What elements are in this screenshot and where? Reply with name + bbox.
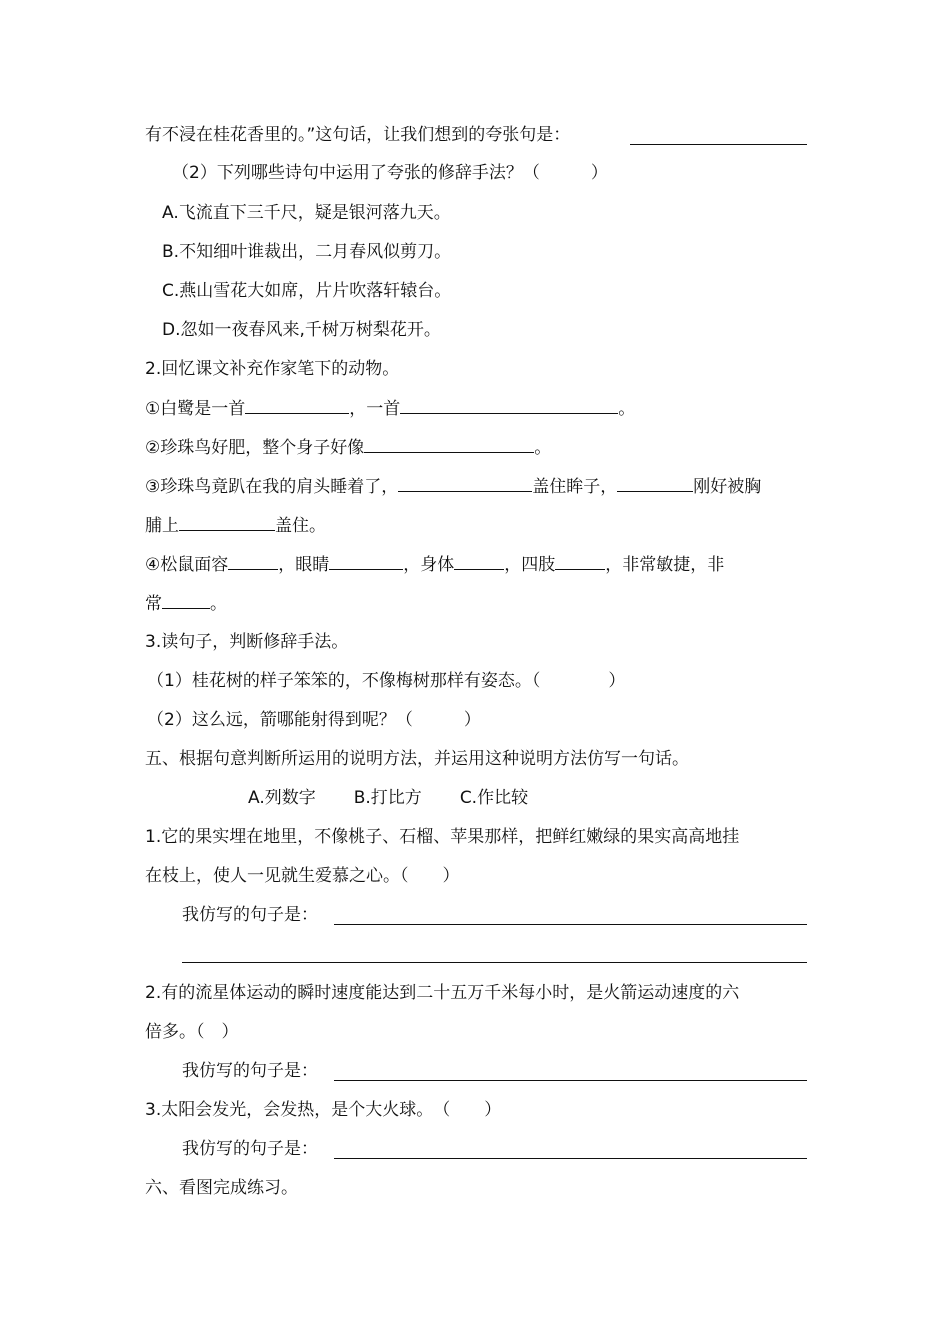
answer-blank[interactable] [617, 473, 693, 492]
q2-l2b: 。 [534, 438, 552, 458]
answer-blank[interactable] [179, 512, 275, 531]
q2-l5c: ，身体 [403, 555, 455, 575]
q3-sentence2: （2）这么远，箭哪能射得到呢？（ ） [147, 710, 481, 730]
imitate-answer-line[interactable] [334, 1158, 807, 1159]
imitate-label-3: 我仿写的句子是： [182, 1139, 318, 1159]
q2-l5b: ，眼睛 [278, 555, 330, 575]
answer-blank[interactable] [364, 434, 534, 453]
option-a: A.飞流直下三千尺，疑是银河落九天。 [162, 203, 451, 223]
imitate-label-1: 我仿写的句子是： [182, 905, 318, 925]
q2-l6a: 常 [145, 594, 162, 614]
q2-l1c: 。 [618, 399, 636, 419]
item1-line1: 1.它的果实埋在地里，不像桃子、石榴、苹果那样，把鲜红嫩绿的果实高高地挂 [145, 827, 740, 847]
item2-line1: 2.有的流星体运动的瞬时速度能达到二十五万千米每小时，是火箭运动速度的六 [145, 983, 740, 1003]
answer-blank[interactable] [400, 395, 618, 414]
option-d: D.忽如一夜春风来,千树万树梨花开。 [162, 320, 441, 340]
imitate-answer-line[interactable] [182, 962, 807, 963]
answer-blank[interactable] [162, 590, 210, 609]
choice-b: B.打比方 [353, 788, 422, 808]
q2-l5d: ，四肢 [504, 555, 556, 575]
q3-sentence1: （1）桂花树的样子笨笨的，不像梅树那样有姿态。（ ） [147, 671, 626, 691]
answer-blank[interactable] [245, 395, 349, 414]
choice-c: C.作比较 [459, 788, 529, 808]
answer-blank[interactable] [398, 473, 532, 492]
q2-l3b: 盖住眸子， [532, 477, 618, 497]
choice-a: A.列数字 [248, 788, 316, 808]
answer-blank[interactable] [630, 144, 807, 145]
option-b: B.不知细叶谁裁出，二月春风似剪刀。 [162, 242, 452, 262]
q2-l4a: 脯上 [145, 516, 179, 536]
q2-l5a: ④松鼠面容 [145, 555, 229, 575]
q1-tail-text: 有不浸在桂花香里的。”这句话，让我们想到的夸张句是： [145, 125, 571, 145]
item3-line: 3.太阳会发光，会发热，是个大火球。 （ ） [145, 1100, 502, 1120]
q3-title: 3.读句子，判断修辞手法。 [145, 632, 349, 652]
q2-l1a: ①白鹭是一首 [145, 399, 246, 419]
q2-l6b: 。 [210, 594, 227, 614]
imitate-answer-line[interactable] [334, 924, 807, 925]
section5-title: 五、根据句意判断所运用的说明方法，并运用这种说明方法仿写一句话。 [145, 749, 689, 769]
q2-l5e: ，非常敏捷，非 [605, 555, 725, 575]
q2-l3c: 刚好被胸 [693, 477, 762, 497]
item2-line2: 倍多。（ ） [145, 1022, 239, 1042]
q1-tail-line [145, 122, 570, 148]
q2-line3 [145, 473, 761, 499]
answer-blank[interactable] [228, 551, 278, 570]
imitate-label-2: 我仿写的句子是： [182, 1061, 318, 1081]
option-c: C.燕山雪花大如席，片片吹落轩辕台。 [162, 281, 452, 301]
answer-blank[interactable] [555, 551, 605, 570]
q2-l1b: ，一首 [349, 399, 401, 419]
q2-l4b: 盖住。 [275, 516, 326, 536]
section6-title: 六、看图完成练习。 [145, 1178, 298, 1198]
q2-title: 2.回忆课文补充作家笔下的动物。 [145, 359, 400, 379]
q2-line2 [145, 434, 551, 460]
imitate-answer-line[interactable] [334, 1080, 807, 1081]
answer-blank[interactable] [454, 551, 504, 570]
q2-line5 [145, 551, 724, 577]
q1-sub2: （2）下列哪些诗句中运用了夸张的修辞手法？（ ） [172, 163, 608, 183]
q2-line1 [145, 395, 635, 421]
item1-line2: 在枝上，使人一见就生爱慕之心。（ ） [145, 866, 460, 886]
answer-blank[interactable] [329, 551, 403, 570]
method-choices [248, 785, 528, 811]
q2-l3a: ③珍珠鸟竟趴在我的肩头睡着了， [145, 477, 399, 497]
q2-line4 [145, 512, 326, 538]
q2-line6 [145, 590, 227, 616]
q2-l2a: ②珍珠鸟好肥，整个身子好像 [145, 438, 365, 458]
